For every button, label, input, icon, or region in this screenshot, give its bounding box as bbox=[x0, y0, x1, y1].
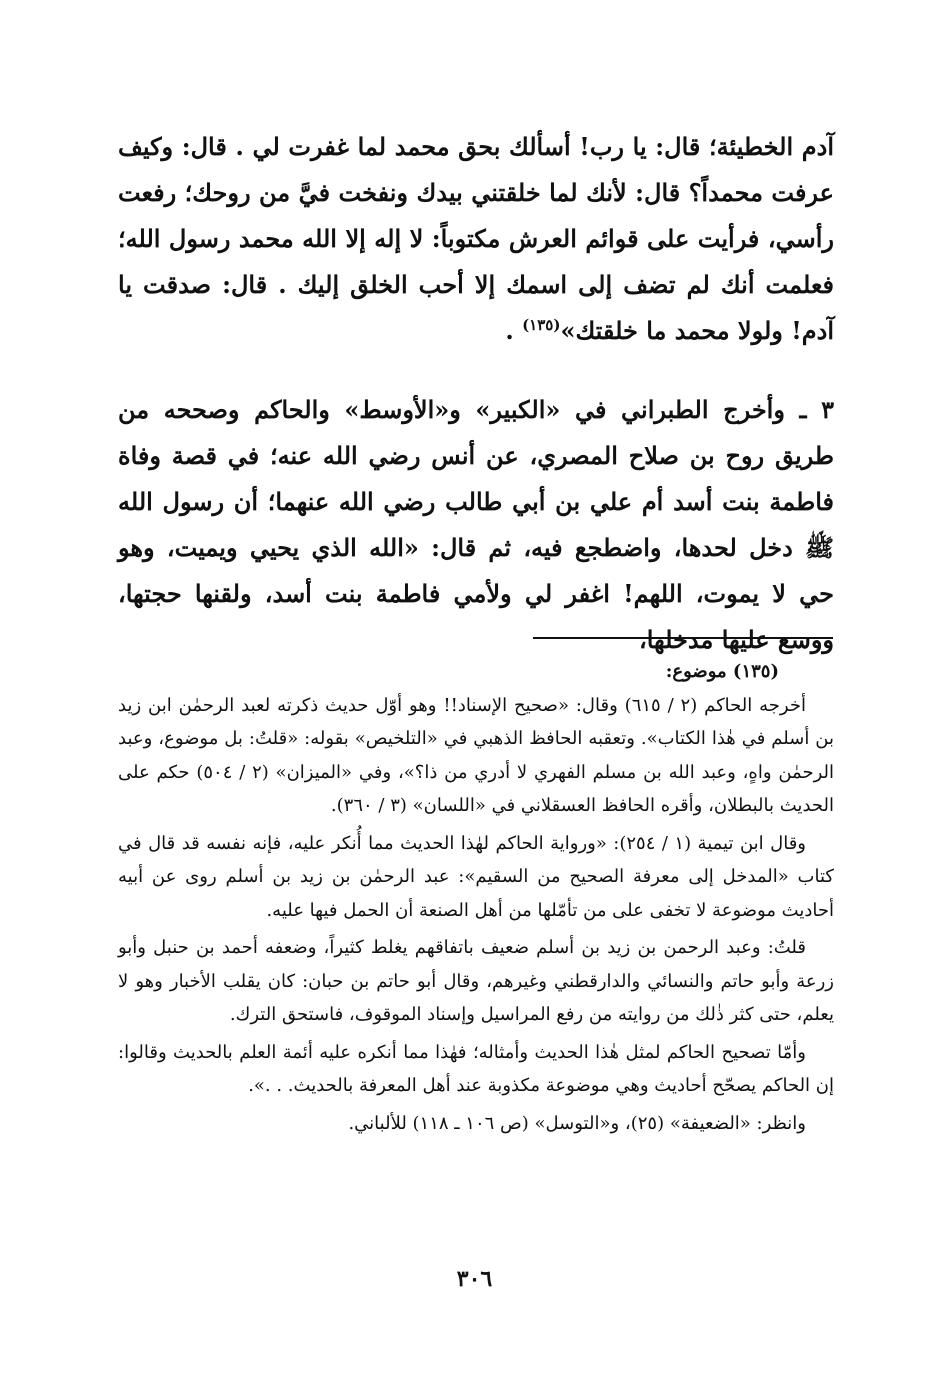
footnote-reference-135: (١٣٥) bbox=[522, 316, 561, 334]
footnote-separator bbox=[533, 637, 833, 639]
main-paragraph-1-end: . bbox=[505, 316, 523, 345]
paragraph-number: ٣ ـ bbox=[799, 395, 834, 424]
footnote-paragraph-5: وانظر: «الضعيفة» (٢٥)، و«التوسل» (ص ١٠٦ ـ ١١٨) للألباني. bbox=[348, 1112, 806, 1134]
footnote-heading: (١٣٥) موضوع: bbox=[665, 661, 779, 682]
footnote-paragraph-4: وأمّا تصحيح الحاكم لمثل هٰذا الحديث وأمثاله؛ فهٰذا مما أنكره عليه أئمة العلم بالحديث وقالوا: إن الحاكم يصحّح أحاديث وهي موضوعة مكذوبة عند أهل المعرفة بالحديث. . .». bbox=[118, 1041, 834, 1096]
main-paragraph-1-text: آدم الخطيئة؛ قال: يا رب! أسألك بحق محمد لما غفرت لي . قال: وكيف عرفت محمداً؟ قال: لأنك لما خلقتني بيدك ونفخت فيَّ من روحك؛ رفعت رأسي، فرأيت على قوائم العرش مكتوباً: لا إله إلا الله محمد رسول الله؛ فعلمت أنك لم تضف إلى اسمك إلا أحب الخلق إليك . قال: صدقت يا آدم! ولولا محمد ما خلقتك» bbox=[118, 132, 834, 345]
main-paragraph-2 bbox=[118, 387, 834, 663]
footnote-paragraph-3: قلتُ: وعبد الرحمن بن زيد بن أسلم ضعيف باتفاقهم يغلط كثيراً، وضعفه أحمد بن حنبل وأبو زرعة وأبو حاتم والنسائي والدارقطني وغيرهم، وقال أبو حاتم بن حبان: كان يقلب الأخبار وهو لا يعلم، حتى كثر ذٰلك من روايته من رفع المراسيل وإسناد الموقوف، فاستحق الترك. bbox=[118, 937, 834, 1025]
footnotes-section bbox=[118, 655, 834, 1140]
page-number: ٣٠٦ bbox=[456, 1266, 493, 1292]
footnote-paragraph-1: أخرجه الحاكم (٢ / ٦١٥) وقال: «صحيح الإسناد!! وهو أوّل حديث ذكرته لعبد الرحمٰن ابن زيد بن أسلم في هٰذا الكتاب». وتعقبه الحافظ الذهبي في «التلخيص» بقوله: «قلتُ: بل موضوع، وعبد الرحمٰن واهٍ، وعبد الله بن مسلم الفهري لا أدري من ذا؟»، وفي «الميزان» (٢ / ٥٠٤) حكم على الحديث بالبطلان، وأقره الحافظ العسقلاني في «اللسان» (٣ / ٣٦٠). bbox=[118, 694, 834, 816]
main-paragraph-2-text: وأخرج الطبراني في «الكبير» و«الأوسط» والحاكم وصححه من طريق روح بن صلاح المصري، عن أنس رضي الله عنه؛ في قصة وفاة فاطمة بنت أسد أم علي بن أبي طالب رضي الله عنهما؛ أن رسول الله ﷺ دخل لحدها، واضطجع فيه، ثم قال: «الله الذي يحيي ويميت، وهو حي لا يموت، اللهم! اغفر لي ولأمي فاطمة بنت أسد، ولقنها حجتها، ووسع عليها مدخلها، bbox=[118, 395, 834, 654]
footnote-paragraph-2: وقال ابن تيمية (١ / ٢٥٤): «ورواية الحاكم لهٰذا الحديث مما أُنكر عليه، فإنه نفسه قد قال في كتاب «المدخل إلى معرفة الصحيح من السقيم»: عبد الرحمٰن بن زيد بن أسلم روى عن أبيه أحاديث موضوعة لا تخفى على من تأمّلها من أهل الصنعة أن الحمل فيها عليه. bbox=[118, 832, 834, 921]
main-paragraph-1 bbox=[118, 124, 834, 354]
